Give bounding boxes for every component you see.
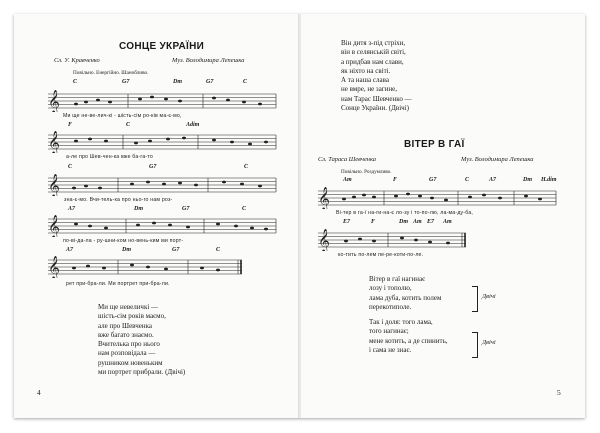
verse-line: а придбав нам слави, <box>341 57 404 66</box>
chord: G7 <box>206 79 214 85</box>
verse-line: А та наша слава <box>341 76 389 85</box>
svg-text:𝄞: 𝄞 <box>48 256 60 278</box>
chord: C <box>216 247 221 253</box>
chord: G7 <box>182 206 190 212</box>
page-number-right: 5 <box>557 388 561 397</box>
page-number-left: 4 <box>37 388 41 397</box>
verse-right-2 <box>369 318 448 355</box>
svg-text:𝄞: 𝄞 <box>48 131 60 153</box>
verse-line: Ми ще невеличкі — <box>98 303 159 311</box>
repeat-bracket <box>472 286 478 312</box>
verse-line: того нагинає; <box>369 327 409 336</box>
verse-line: як ніхто на світі. <box>341 66 391 75</box>
tempo-left: Повільно. Енергійно. Шанобливо. <box>73 70 149 76</box>
chord: C <box>73 79 78 85</box>
chord: F <box>371 219 376 225</box>
chord: Dm <box>173 79 182 85</box>
chord: A7 <box>66 247 74 253</box>
chord: Dm <box>523 177 532 183</box>
composer-right: Муз. Володимира Лепешка <box>461 156 534 163</box>
verse-line: він в селянській світі, <box>341 48 406 57</box>
song-title-right: ВІТЕР В ГАЇ <box>404 139 465 150</box>
verse-line: лозу і тополю, <box>369 284 412 293</box>
lyric-line: Ві-тер в га-ї на-ги-на-є ло-зу і то-по-лю, ла-ма-ду-ба, <box>336 210 474 216</box>
repeat-twice-label: Двічі <box>482 339 496 346</box>
verse-line: рушником новеньким <box>98 358 163 367</box>
chord: G7 <box>429 177 437 183</box>
svg-text:𝄞: 𝄞 <box>48 215 60 237</box>
verse-line: Він дитя з-під стріхи, <box>341 39 406 47</box>
music-staff <box>318 229 468 251</box>
chord: C <box>126 122 131 128</box>
lyric-line: ко-тить по-лем пе-ре-коти-по-ле. <box>338 252 424 258</box>
verse-line: Так і доля: того лама, <box>369 318 433 326</box>
verse-line: мене котить, а де спинить, <box>369 336 448 345</box>
lyric-line: по-ві-да-ла - ру-шни-ком но-вень-ким ми порт- <box>63 238 184 244</box>
chord: Dm <box>399 219 408 225</box>
music-staff <box>318 187 558 209</box>
right-page <box>301 14 585 418</box>
music-staff <box>48 90 278 112</box>
lyric-line: рет при-бра-ли. Ми портрет при-бра-ли. <box>66 281 170 287</box>
svg-text:𝄞: 𝄞 <box>318 187 330 209</box>
chord: F <box>393 177 398 183</box>
chord: G7 <box>172 247 180 253</box>
chord: C <box>244 164 249 170</box>
left-page <box>14 14 299 418</box>
svg-text:𝄞: 𝄞 <box>48 90 60 112</box>
lyricist-left: Сл. У. Кравченко <box>54 57 100 64</box>
verse-line: Вітер в гаї нагинає <box>369 275 426 283</box>
lyric-line: а-ле про Шев-чен-ка вже ба-га-то <box>66 154 153 160</box>
music-staff <box>48 256 244 278</box>
song-title-left: СОНЦЕ УКРАЇНИ <box>119 41 205 52</box>
music-staff <box>48 131 278 153</box>
svg-text:𝄞: 𝄞 <box>48 174 60 196</box>
chord: Am <box>343 177 352 183</box>
music-staff <box>48 215 278 237</box>
chord: C <box>242 206 247 212</box>
verse-line: вже багато знаємо. <box>98 330 154 339</box>
chord: E7 <box>343 219 351 225</box>
verse-line: нам Тарас Шевченко — <box>341 94 412 103</box>
chord: Am <box>413 219 422 225</box>
svg-text:𝄞: 𝄞 <box>318 229 330 251</box>
verse-line: нам розповідала — <box>98 349 156 358</box>
open-songbook <box>14 14 585 418</box>
verse-line: перекотиполе. <box>369 302 412 311</box>
verse-left <box>98 303 185 377</box>
verse-line: Вчителька про нього <box>98 340 160 349</box>
lyric-line: зна-є-мо. Вчи-тель-ка про ньо-го нам роз- <box>64 197 173 203</box>
verse-right-1 <box>369 275 441 312</box>
verse-line: Сонце України. (Двічі) <box>341 104 409 113</box>
verse-top-right <box>341 39 412 113</box>
chord: A7 <box>68 206 76 212</box>
music-staff <box>48 174 278 196</box>
verse-line: не вмре, не загине, <box>341 85 398 94</box>
chord: A7 <box>489 177 497 183</box>
repeat-twice-label: Двічі <box>482 293 496 300</box>
composer-left: Муз. Володимира Лепешка <box>172 57 245 64</box>
chord: F <box>68 122 73 128</box>
verse-line: лама дуба, котить полем <box>369 293 442 302</box>
chord: Dm <box>122 247 131 253</box>
chord: Dm <box>134 206 143 212</box>
chord: G7 <box>149 164 157 170</box>
verse-line: і сама не знає. <box>369 345 412 354</box>
chord: C <box>68 164 73 170</box>
chord: Adim <box>186 122 200 128</box>
chord: H.dim <box>541 177 557 183</box>
verse-line: ми портрет прибрали. (Двічі) <box>98 368 186 377</box>
chord: C <box>243 79 248 85</box>
verse-line: але про Шевченка <box>98 321 152 330</box>
chord: Am <box>443 219 452 225</box>
lyric-line: Ми ще не-ве-лич-кі - шість-сім ро-ків ма-є-мо, <box>63 113 182 119</box>
lyricist-right: Сл. Тараса Шевченка <box>318 156 376 163</box>
tempo-right: Повільно. Роздумливо. <box>341 169 392 175</box>
chord: E7 <box>427 219 435 225</box>
verse-line: шість-сім років маємо, <box>98 312 166 321</box>
chord: G7 <box>122 79 130 85</box>
chord: C <box>465 177 470 183</box>
repeat-bracket <box>472 332 478 358</box>
